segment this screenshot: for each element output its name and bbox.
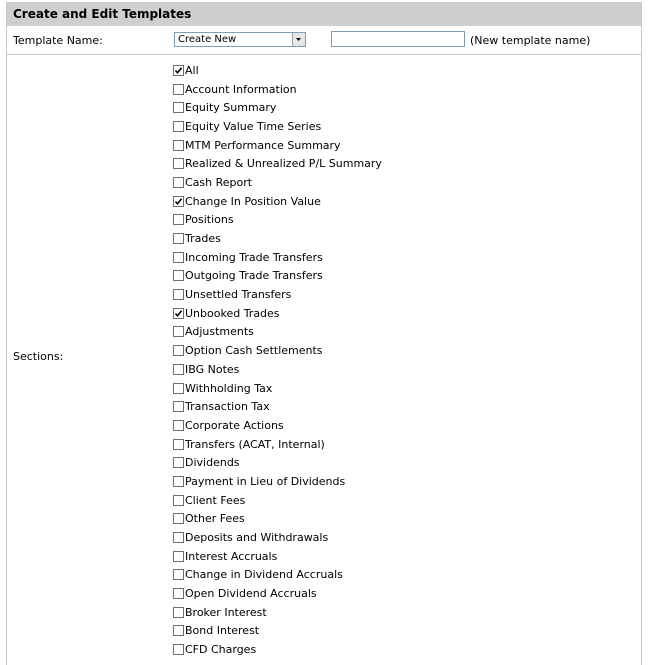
section-checkbox-label: MTM Performance Summary bbox=[185, 138, 341, 152]
section-checkbox-label: Broker Interest bbox=[185, 605, 267, 619]
section-checkbox-label: Bond Interest bbox=[185, 624, 260, 638]
section-item[interactable] bbox=[173, 154, 382, 173]
section-item[interactable] bbox=[173, 547, 382, 566]
section-checkbox-label: Outgoing Trade Transfers bbox=[185, 269, 323, 283]
section-checkbox[interactable] bbox=[173, 439, 184, 450]
section-checkbox-label: Cash Report bbox=[185, 175, 253, 189]
section-checkbox-label: Account Information bbox=[185, 82, 297, 96]
section-checkbox-label: Withholding Tax bbox=[185, 381, 273, 395]
section-item[interactable] bbox=[173, 435, 382, 454]
section-item[interactable] bbox=[173, 528, 382, 547]
section-checkbox-label: Positions bbox=[185, 213, 234, 227]
new-template-hint: (New template name) bbox=[470, 34, 591, 47]
section-item[interactable] bbox=[173, 622, 382, 641]
section-checkbox[interactable] bbox=[173, 102, 184, 113]
section-item[interactable] bbox=[173, 61, 382, 80]
section-checkbox-label: Equity Summary bbox=[185, 101, 277, 115]
section-checkbox[interactable] bbox=[173, 607, 184, 618]
section-item[interactable] bbox=[173, 173, 382, 192]
templates-panel bbox=[6, 2, 642, 665]
section-checkbox[interactable] bbox=[173, 383, 184, 394]
section-checkbox-label: Change In Position Value bbox=[185, 194, 321, 208]
section-checkbox-label: Corporate Actions bbox=[185, 418, 284, 432]
section-checkbox-list bbox=[173, 61, 382, 659]
section-checkbox[interactable] bbox=[173, 214, 184, 225]
section-checkbox[interactable] bbox=[173, 140, 184, 151]
section-checkbox[interactable] bbox=[173, 532, 184, 543]
section-checkbox[interactable] bbox=[173, 270, 184, 281]
section-checkbox-label: Open Dividend Accruals bbox=[185, 587, 317, 601]
section-item[interactable] bbox=[173, 285, 382, 304]
panel-title: Create and Edit Templates bbox=[7, 2, 641, 26]
section-checkbox[interactable] bbox=[173, 625, 184, 636]
section-checkbox[interactable] bbox=[173, 233, 184, 244]
section-checkbox-label: CFD Charges bbox=[185, 643, 257, 657]
section-item[interactable] bbox=[173, 136, 382, 155]
sections-label: Sections: bbox=[13, 350, 64, 363]
section-checkbox-label: Unsettled Transfers bbox=[185, 288, 292, 302]
section-item[interactable] bbox=[173, 248, 382, 267]
section-checkbox[interactable] bbox=[173, 364, 184, 375]
section-item[interactable] bbox=[173, 453, 382, 472]
section-checkbox-label: Trades bbox=[185, 232, 221, 246]
section-checkbox[interactable] bbox=[173, 177, 184, 188]
template-name-label: Template Name: bbox=[13, 34, 103, 47]
section-item[interactable] bbox=[173, 397, 382, 416]
section-item[interactable] bbox=[173, 584, 382, 603]
new-template-name-input[interactable] bbox=[331, 31, 465, 47]
section-checkbox[interactable] bbox=[173, 588, 184, 599]
section-checkbox[interactable] bbox=[173, 420, 184, 431]
section-item[interactable] bbox=[173, 360, 382, 379]
section-checkbox[interactable] bbox=[173, 401, 184, 412]
section-item[interactable] bbox=[173, 229, 382, 248]
section-item[interactable] bbox=[173, 98, 382, 117]
section-checkbox-label: Adjustments bbox=[185, 325, 254, 339]
section-item[interactable] bbox=[173, 211, 382, 230]
section-checkbox[interactable] bbox=[173, 457, 184, 468]
section-item[interactable] bbox=[173, 341, 382, 360]
section-checkbox[interactable] bbox=[173, 644, 184, 655]
section-checkbox[interactable] bbox=[173, 196, 184, 207]
section-item[interactable] bbox=[173, 117, 382, 136]
dropdown-arrow-icon[interactable] bbox=[292, 33, 305, 46]
section-checkbox[interactable] bbox=[173, 513, 184, 524]
section-item[interactable] bbox=[173, 640, 382, 659]
section-item[interactable] bbox=[173, 267, 382, 286]
section-checkbox[interactable] bbox=[173, 308, 184, 319]
section-checkbox-label: Payment in Lieu of Dividends bbox=[185, 474, 346, 488]
section-checkbox[interactable] bbox=[173, 289, 184, 300]
section-checkbox-label: Change in Dividend Accruals bbox=[185, 568, 343, 582]
section-item[interactable] bbox=[173, 416, 382, 435]
template-select-value: Create New bbox=[178, 34, 237, 45]
template-select[interactable] bbox=[174, 32, 306, 47]
section-checkbox[interactable] bbox=[173, 121, 184, 132]
section-checkbox[interactable] bbox=[173, 326, 184, 337]
section-checkbox-label: Other Fees bbox=[185, 512, 245, 526]
section-checkbox[interactable] bbox=[173, 84, 184, 95]
section-checkbox[interactable] bbox=[173, 476, 184, 487]
section-checkbox-label: Dividends bbox=[185, 456, 240, 470]
section-item[interactable] bbox=[173, 566, 382, 585]
section-item[interactable] bbox=[173, 603, 382, 622]
section-checkbox[interactable] bbox=[173, 158, 184, 169]
section-checkbox-label: IBG Notes bbox=[185, 362, 240, 376]
section-checkbox-label: Realized & Unrealized P/L Summary bbox=[185, 157, 382, 171]
section-checkbox-label: All bbox=[185, 63, 199, 77]
section-checkbox-label: Incoming Trade Transfers bbox=[185, 250, 323, 264]
section-item[interactable] bbox=[173, 510, 382, 529]
section-checkbox-label: Equity Value Time Series bbox=[185, 119, 322, 133]
section-item[interactable] bbox=[173, 379, 382, 398]
section-checkbox[interactable] bbox=[173, 551, 184, 562]
section-checkbox-label: Transaction Tax bbox=[185, 400, 270, 414]
checkmark-icon bbox=[174, 309, 183, 318]
section-checkbox-label: Client Fees bbox=[185, 493, 246, 507]
checkmark-icon bbox=[174, 66, 183, 75]
template-name-row bbox=[7, 26, 641, 55]
section-checkbox-label: Option Cash Settlements bbox=[185, 344, 323, 358]
section-checkbox-label: Interest Accruals bbox=[185, 549, 278, 563]
section-checkbox[interactable] bbox=[173, 569, 184, 580]
section-checkbox[interactable] bbox=[173, 252, 184, 263]
section-item[interactable] bbox=[173, 192, 382, 211]
checkmark-icon bbox=[174, 197, 183, 206]
section-checkbox-label: Deposits and Withdrawals bbox=[185, 531, 329, 545]
section-checkbox-label: Transfers (ACAT, Internal) bbox=[185, 437, 325, 451]
section-item[interactable] bbox=[173, 491, 382, 510]
section-checkbox-label: Unbooked Trades bbox=[185, 306, 280, 320]
section-item[interactable] bbox=[173, 323, 382, 342]
section-item[interactable] bbox=[173, 472, 382, 491]
section-item[interactable] bbox=[173, 80, 382, 99]
section-checkbox[interactable] bbox=[173, 495, 184, 506]
section-item[interactable] bbox=[173, 304, 382, 323]
section-checkbox[interactable] bbox=[173, 345, 184, 356]
section-checkbox[interactable] bbox=[173, 65, 184, 76]
